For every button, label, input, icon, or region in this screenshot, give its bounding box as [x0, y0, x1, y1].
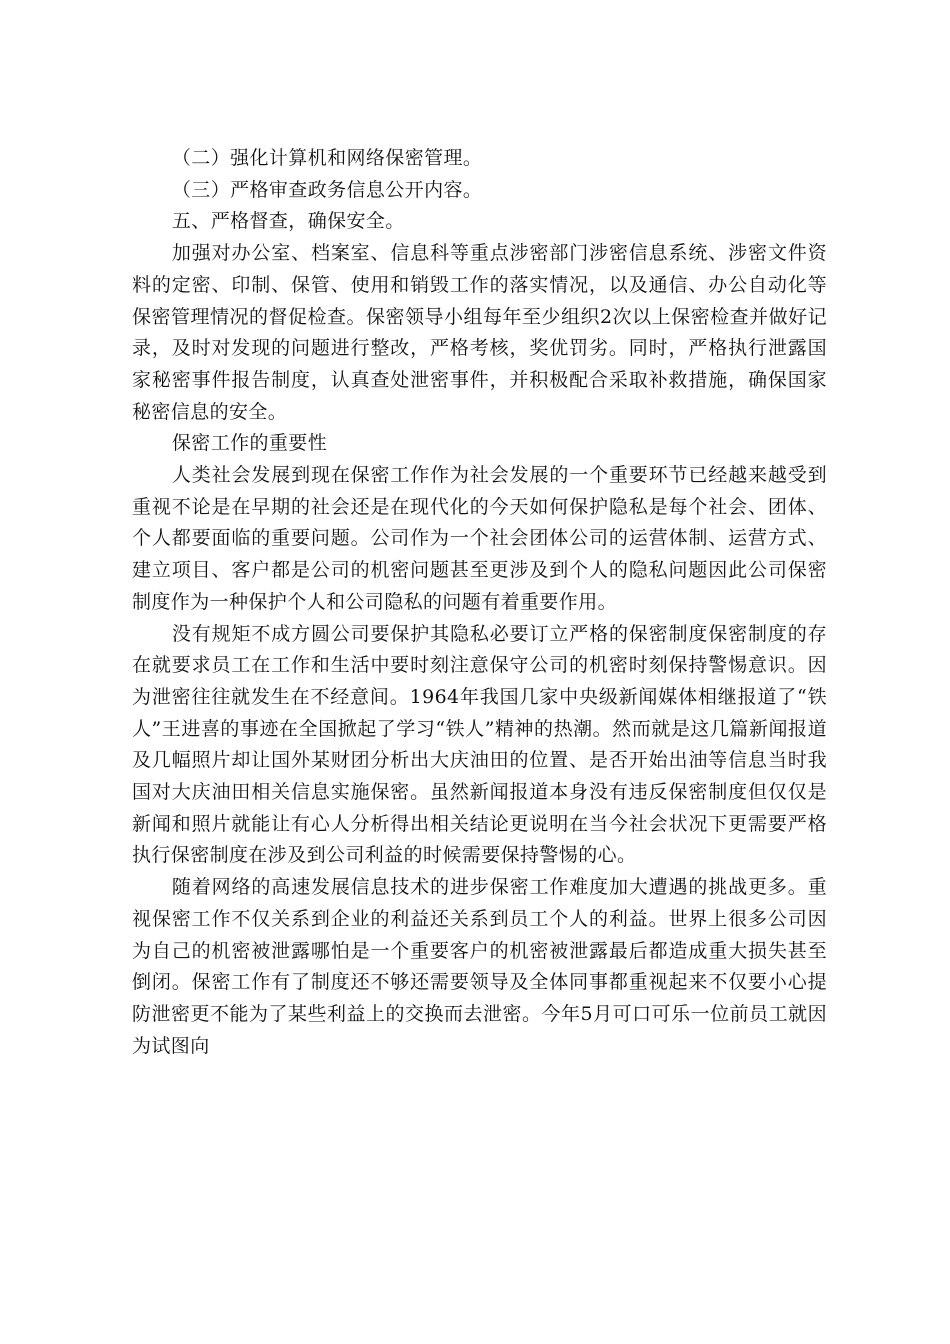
- paragraph-network: 随着网络的高速发展信息技术的进步保密工作难度加大遭遇的挑战更多。重视保密工作不仅关系到企业的利益还关系到员工个人的利益。世界上很多公司因为自己的机密被泄露哪怕是一个重要客户的机密被泄露最后都造成重大损失甚至倒闭。保密工作有了制度还不够还需要领导及全体同事都重视起来不仅要小心提防泄密更不能为了某些利益上的交换而去泄密。今年5月可口可乐一位前员工就因为试图向: [132, 876, 827, 1057]
- document-body: [132, 143, 827, 1062]
- section-heading-5: 五、严格督查，确保安全。: [171, 210, 405, 233]
- paragraph-item-2: （二）强化计算机和网络保密管理。: [171, 147, 483, 169]
- paragraph-item-3: （三）严格审查政务信息公开内容。: [171, 178, 483, 201]
- paragraph-society: 人类社会发展到现在保密工作作为社会发展的一个重要环节已经越来越受到重视不论是在早期的社会还是在现代化的今天如何保护隐私是每个社会、团体、个人都要面临的重要问题。公司作为一个社会团体公司的运营体制、运营方式、建立项目、客户都是公司的机密问题甚至更涉及到个人的隐私问题因此公司保密制度作为一种保护个人和公司隐私的问题有着重要作用。: [132, 464, 827, 613]
- paragraph-inspection: 加强对办公室、档案室、信息科等重点涉密部门涉密信息系统、涉密文件资料的定密、印制、保管、使用和销毁工作的落实情况，以及通信、办公自动化等保密管理情况的督促检查。保密领导小组每年至少组织2次以上保密检查并做好记录，及时对发现的问题进行整改，严格考核，奖优罚劣。同时，严格执行泄露国家秘密事件报告制度，认真查处泄密事件，并积极配合采取补救措施，确保国家秘密信息的安全。: [132, 242, 827, 423]
- section-title-importance: 保密工作的重要性: [171, 432, 328, 455]
- paragraph-rules: 没有规矩不成方圆公司要保护其隐私必要订立严格的保密制度保密制度的存在就要求员工在工作和生活中要时刻注意保守公司的机密时刻保持警惕意识。因为泄密往往就发生在不经意间。1964年我国几家中央级新闻媒体相继报道了“铁人”王进喜的事迹在全国掀起了学习“铁人”精神的热潮。然而就是这几篇新闻报道及几幅照片却让国外某财团分析出大庆油田的位置、是否开始出油等信息当时我国对大庆油田相关信息实施保密。虽然新闻报道本身没有违反保密制度但仅仅是新闻和照片就能让有心人分析得出相关结论更说明在当今社会状况下更需要严格执行保密制度在涉及到公司利益的时候需要保持警惕的心。: [132, 622, 827, 867]
